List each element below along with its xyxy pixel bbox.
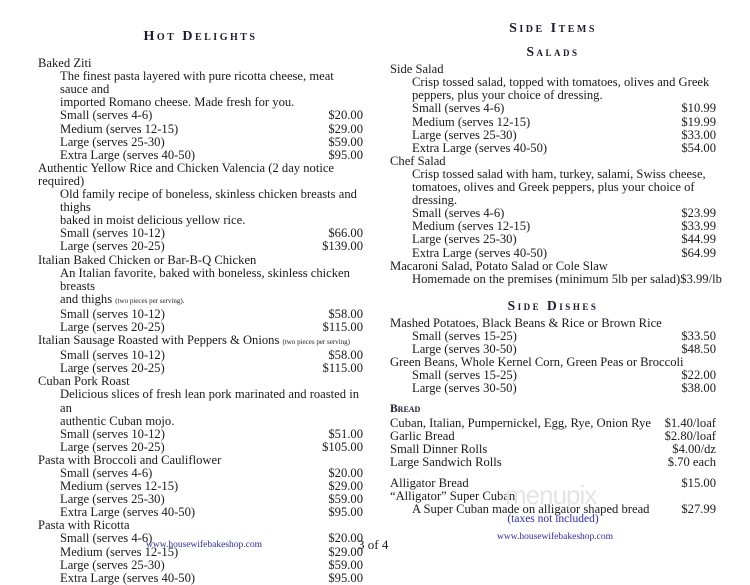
- item-description: tomatoes, olives and Greek peppers, plus your choice of dressing.: [412, 180, 695, 208]
- option-label: Small (serves 4-6): [412, 206, 505, 221]
- footer-url-right[interactable]: www.housewifebakeshop.com: [497, 532, 613, 542]
- option-label: Medium (serves 12-15): [60, 479, 179, 494]
- item-note: (two pieces per serving): [282, 338, 350, 347]
- option-label: Large (serves 25-30): [412, 127, 517, 142]
- item-description: peppers, plus your choice of dressing.: [412, 88, 603, 103]
- item-name: Side Salad: [390, 62, 444, 77]
- size-price-row: [390, 129, 716, 142]
- option-label: Small (serves 10-12): [60, 226, 165, 241]
- option-label: Extra Large (serves 40-50): [60, 147, 196, 162]
- footer-url-left[interactable]: www.housewifebakeshop.com: [146, 540, 262, 550]
- item-name: Pasta with Broccoli and Cauliflower: [38, 452, 222, 467]
- taxes-note: (taxes not included): [507, 513, 599, 525]
- option-price: $38.00: [681, 381, 716, 396]
- option-price: $20.00: [328, 108, 363, 123]
- bread-row: [390, 456, 716, 469]
- option-label: Small Dinner Rolls: [390, 441, 488, 456]
- item-description: Crisp tossed salad with ham, turkey, salami, Swiss cheese,: [412, 166, 706, 181]
- option-label: Small (serves 15-25): [412, 368, 517, 383]
- option-price: $58.00: [328, 348, 363, 363]
- option-label: Large (serves 20-25): [60, 361, 165, 376]
- menupix-watermark: menupix: [505, 480, 597, 510]
- side-items-column: [390, 21, 722, 517]
- page-number: 3 of 4: [358, 537, 389, 552]
- size-price-row: [390, 271, 722, 286]
- option-label: Cuban, Italian, Pumpernickel, Egg, Rye, Onion Rye: [390, 415, 651, 430]
- option-price: $33.00: [681, 127, 716, 142]
- option-label: Small (serves 4-6): [60, 531, 153, 546]
- option-label: Small (serves 4-6): [412, 101, 505, 116]
- option-price: $2.80/loaf: [664, 428, 716, 443]
- option-label: Garlic Bread: [390, 428, 455, 443]
- option-price: $27.99: [681, 502, 716, 517]
- item-name: Chef Salad: [390, 153, 446, 168]
- item-description: The finest pasta layered with pure ricotta cheese, meat sauce and: [60, 69, 334, 97]
- option-price: $139.00: [322, 239, 363, 254]
- item-description: An Italian favorite, baked with boneless, skinless chicken breasts: [60, 265, 350, 293]
- bread-heading: Bread: [390, 403, 421, 416]
- item-description: Delicious slices of fresh lean pork marinated and roasted in an: [60, 387, 360, 415]
- desc-text: and thighs: [60, 291, 113, 306]
- option-label: Large (serves 25-30): [60, 557, 165, 572]
- option-label: Extra Large (serves 40-50): [60, 570, 196, 585]
- option-price: $51.00: [328, 426, 363, 441]
- option-price: $64.99: [681, 245, 716, 260]
- option-price: $59.00: [328, 557, 363, 572]
- option-price: $48.50: [681, 342, 716, 357]
- option-label: Medium (serves 12-15): [412, 219, 531, 234]
- option-label: Alligator Bread: [390, 475, 469, 490]
- option-price: $22.00: [681, 368, 716, 383]
- option-label: Small (serves 4-6): [60, 108, 153, 123]
- option-label: Extra Large (serves 40-50): [60, 505, 196, 520]
- menu-item-name: [38, 334, 363, 349]
- option-label: Large Sandwich Rolls: [390, 454, 502, 469]
- option-price: $44.99: [681, 232, 716, 247]
- item-description: Old family recipe of boneless, skinless chicken breasts and thighs: [60, 187, 357, 215]
- option-label: Small (serves 10-12): [60, 426, 165, 441]
- option-price: $15.00: [681, 475, 716, 490]
- hot-delights-column: [38, 30, 363, 585]
- option-price: $54.00: [681, 140, 716, 155]
- option-label: Large (serves 25-30): [412, 232, 517, 247]
- option-price: $105.00: [322, 439, 363, 454]
- option-label: Medium (serves 12-15): [60, 544, 179, 559]
- bread-row: [390, 443, 716, 456]
- size-price-row: [38, 559, 363, 572]
- option-label: Small (serves 15-25): [412, 328, 517, 343]
- item-name: Italian Baked Chicken or Bar-B-Q Chicken: [38, 252, 257, 267]
- option-price: $95.00: [328, 505, 363, 520]
- item-name: Mashed Potatoes, Black Beans & Rice or Brown Rice: [390, 315, 662, 330]
- option-price: $66.00: [328, 226, 363, 241]
- item-name: Baked Ziti: [38, 56, 92, 71]
- option-price: $33.50: [681, 328, 716, 343]
- option-price: $20.00: [328, 466, 363, 480]
- option-label: Large (serves 30-50): [412, 342, 517, 357]
- option-price: $59.00: [328, 492, 363, 507]
- option-price: $10.99: [681, 101, 716, 116]
- item-name: Authentic Yellow Rice and Chicken Valencia (2 day notice required): [38, 160, 334, 188]
- item-name: Cuban Pork Roast: [38, 374, 130, 389]
- section-heading: Side Items: [509, 21, 597, 36]
- option-label: Small (serves 4-6): [60, 466, 153, 480]
- option-label: Homemade on the premises (minimum 5lb per salad): [412, 271, 681, 286]
- size-price-row: [38, 308, 363, 321]
- option-price: $115.00: [322, 319, 363, 334]
- size-price-row: [390, 102, 716, 115]
- option-label: A Super Cuban made on alligator shaped bread: [412, 502, 650, 517]
- option-price: $.70 each: [667, 454, 716, 469]
- option-price: $95.00: [328, 570, 363, 585]
- section-heading: Hot Delights: [143, 29, 258, 44]
- option-label: Medium (serves 12-15): [60, 121, 179, 136]
- option-price: $29.00: [328, 544, 363, 559]
- item-description: Crisp tossed salad, topped with tomatoes, olives and Greek: [412, 75, 710, 90]
- size-price-row: [38, 109, 363, 122]
- option-label: Large (serves 25-30): [60, 492, 165, 507]
- menu-item-name: [390, 155, 716, 168]
- bread-row: [390, 430, 716, 443]
- size-price-row: [38, 123, 363, 136]
- option-price: $3.99/lb: [680, 271, 722, 286]
- option-label: Large (serves 20-25): [60, 439, 165, 454]
- option-price: $29.00: [328, 121, 363, 136]
- item-name: Macaroni Salad, Potato Salad or Cole Slaw: [390, 258, 608, 273]
- size-price-row: [38, 428, 363, 441]
- option-label: Extra Large (serves 40-50): [412, 140, 548, 155]
- option-label: Large (serves 20-25): [60, 319, 165, 334]
- size-price-row: [390, 233, 716, 246]
- option-price: $19.99: [681, 114, 716, 129]
- item-name: “Alligator” Super Cuban: [390, 489, 516, 503]
- item-name: Pasta with Ricotta: [38, 518, 130, 533]
- option-label: Small (serves 10-12): [60, 306, 165, 321]
- item-description: [38, 293, 363, 308]
- size-price-row: [390, 116, 716, 129]
- item-note: (two pieces per serving).: [115, 296, 185, 305]
- size-price-row: [38, 572, 363, 585]
- option-label: Large (serves 20-25): [60, 239, 165, 254]
- item-name: Green Beans, Whole Kernel Corn, Green Peas or Broccoli: [390, 355, 684, 370]
- option-label: Small (serves 10-12): [60, 348, 165, 363]
- option-price: $29.00: [328, 479, 363, 494]
- menu-item-name: [38, 162, 363, 188]
- option-price: $115.00: [322, 361, 363, 376]
- side-dishes-heading: Side Dishes: [507, 297, 599, 313]
- item-description: imported Romano cheese. Made fresh for you.: [60, 95, 295, 110]
- menu-item-name: [390, 260, 716, 273]
- item-description: baked in moist delicious yellow rice.: [60, 213, 246, 228]
- size-price-row: [390, 382, 716, 395]
- option-label: Medium (serves 12-15): [412, 114, 531, 129]
- option-price: $23.99: [681, 206, 716, 221]
- option-price: $20.00: [328, 531, 363, 546]
- bread-row: [390, 417, 716, 430]
- option-price: $33.99: [681, 219, 716, 234]
- option-label: Extra Large (serves 40-50): [412, 245, 548, 260]
- option-price: $59.00: [328, 134, 363, 149]
- option-price: $95.00: [328, 147, 363, 162]
- option-price: $1.40/loaf: [664, 415, 716, 430]
- option-price: $58.00: [328, 306, 363, 321]
- item-name: Italian Sausage Roasted with Peppers & Onions: [38, 333, 280, 348]
- option-price: $4.00/dz: [672, 441, 716, 456]
- item-description: authentic Cuban mojo.: [60, 413, 175, 428]
- menu-item-name: [38, 254, 363, 267]
- menu-item-name: [390, 317, 716, 330]
- option-label: Large (serves 25-30): [60, 134, 165, 149]
- salads-heading: Salads: [526, 44, 580, 60]
- option-label: Large (serves 30-50): [412, 381, 517, 396]
- size-price-row: [38, 136, 363, 149]
